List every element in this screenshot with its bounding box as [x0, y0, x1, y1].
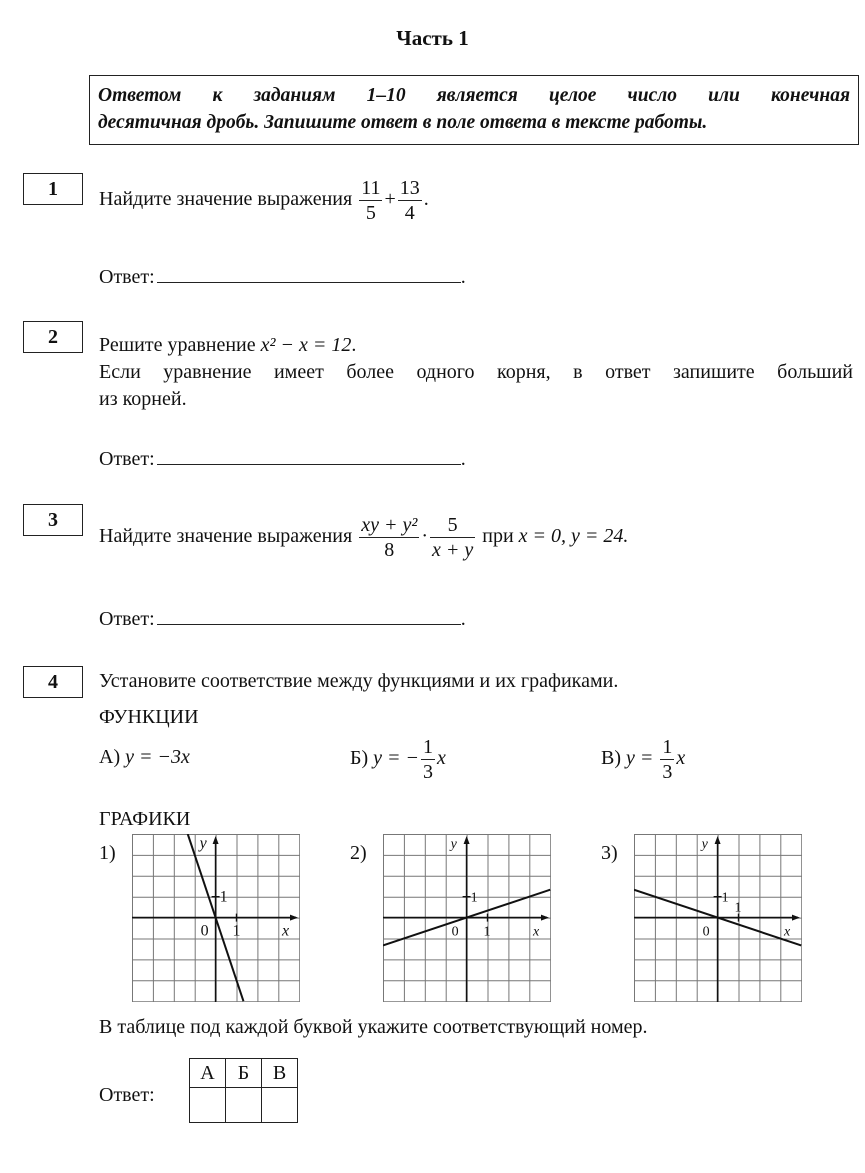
task-3-prompt: Найдите значение выражения: [99, 525, 353, 548]
answer-label: Ответ:: [99, 448, 155, 470]
task-1-prompt: Найдите значение выражения: [99, 188, 353, 211]
graph-1-label: 1): [99, 842, 116, 864]
table-answer-c[interactable]: [262, 1088, 298, 1123]
graph-2: [383, 834, 551, 1002]
x-unit-label: 1: [734, 900, 742, 916]
y-axis-arrow: [715, 836, 721, 844]
task-4-prompt: Установите соответствие между функциями и их графиками.: [99, 670, 619, 692]
graph-1: [132, 834, 300, 1002]
task-2-line-2: Если уравнение имеет более одного корня, в ответ запишите больший: [99, 361, 853, 383]
instruction-line-2: десятичная дробь. Запишите ответ в поле ответа в тексте работы.: [98, 112, 708, 133]
axis-y-label: y: [701, 837, 708, 852]
task-2-answer-field[interactable]: [157, 444, 461, 465]
function-a-formula: y = −3x: [125, 746, 190, 768]
function-c: В) y = $\frac{1}{3}$ x: [601, 736, 686, 783]
origin-label: 0: [451, 924, 459, 940]
part-title: Часть 1: [396, 26, 469, 50]
axis-x-label: x: [784, 924, 791, 940]
table-header-b: Б: [226, 1059, 262, 1088]
function-c-fraction: $\frac{1}{3}$: [662, 736, 673, 783]
y-unit-label: 1: [470, 890, 478, 906]
task-2-prompt: Решите уравнение: [99, 334, 256, 356]
instruction-line-1: Ответом к заданиям 1–10 является целое число или конечная: [98, 85, 850, 106]
task-1-fraction-b: $\frac{13}{4}$: [399, 177, 420, 224]
function-b: Б) y = − $\frac{1}{3}$ x: [350, 736, 446, 783]
task-3-number: 3: [23, 504, 83, 536]
y-unit-label: 1: [721, 890, 729, 906]
x-axis-arrow: [541, 915, 549, 921]
task-1-answer-field[interactable]: [157, 262, 461, 283]
table-header-a: А: [190, 1059, 226, 1088]
function-b-fraction: $\frac{1}{3}$: [423, 736, 434, 783]
function-a: [99, 744, 190, 771]
task-1-number: 1: [23, 173, 83, 205]
multiply-dot: ·: [421, 525, 429, 548]
y-axis-arrow: [213, 836, 219, 844]
task-3-text: [99, 513, 628, 562]
task-3-condition-word: при: [482, 525, 514, 548]
axis-y-label: y: [450, 837, 457, 852]
task-2-number: 2: [23, 321, 83, 353]
table-answer-a[interactable]: [190, 1088, 226, 1123]
functions-heading: ФУНКЦИИ: [99, 706, 199, 728]
task-4-answer-table: [189, 1058, 298, 1123]
table-answer-b[interactable]: [226, 1088, 262, 1123]
task-2-equation: x² − x = 12: [260, 334, 352, 356]
task-3-fraction-a: $\frac{\text{xy + y²}}{8}$: [361, 514, 418, 561]
graphs-heading: ГРАФИКИ: [99, 808, 191, 830]
task-3-answer-field[interactable]: [157, 604, 461, 625]
answer-label: Ответ:: [99, 608, 155, 630]
axis-x-label: x: [533, 924, 540, 940]
x-unit-label: 1: [483, 924, 491, 940]
task-2-line-3: из корней.: [99, 388, 187, 410]
table-instruction: В таблице под каждой буквой укажите соответствующий номер.: [99, 1016, 648, 1038]
task-1-answer: Ответ: .: [99, 262, 466, 289]
task-4-answer-label: Ответ:: [99, 1084, 155, 1106]
origin-label: 0: [200, 922, 209, 940]
instruction-box: [89, 75, 859, 145]
axis-y-label: y: [199, 835, 207, 852]
y-unit-label: 1: [219, 888, 228, 906]
x-unit-label: 1: [232, 922, 241, 940]
graph-3-label: 3): [601, 842, 618, 864]
function-b-letter: Б): [350, 747, 369, 770]
task-3-answer: Ответ: .: [99, 604, 466, 631]
task-4-number: 4: [23, 666, 83, 698]
x-axis-arrow: [290, 915, 298, 921]
function-a-letter: А): [99, 746, 121, 768]
task-2-text: Решите уравнение x² − x = 12. Если уравнение имеет более одного корня, в ответ запишите больший из корней.: [99, 334, 853, 410]
task-1-text: Найдите значение выражения $\frac{11}{5}$ + $\frac{13}{4}$ .: [99, 177, 429, 224]
task-3-fraction-b: $\frac{5}{x + y}$: [432, 514, 474, 561]
table-header-c: В: [262, 1059, 298, 1088]
task-2-answer: Ответ: .: [99, 444, 466, 471]
axis-x-label: x: [282, 922, 290, 940]
answer-label: Ответ:: [99, 266, 155, 288]
graph-2-label: 2): [350, 842, 367, 864]
task-1-fraction-a: $\frac{11}{5}$: [361, 177, 381, 224]
task-3-condition: x = 0, y = 24.: [518, 525, 629, 548]
origin-label: 0: [702, 924, 710, 940]
graph-3: [634, 834, 802, 1002]
plus-sign: +: [384, 188, 396, 211]
y-axis-arrow: [464, 836, 470, 844]
x-axis-arrow: [792, 915, 800, 921]
function-c-letter: В): [601, 747, 621, 770]
